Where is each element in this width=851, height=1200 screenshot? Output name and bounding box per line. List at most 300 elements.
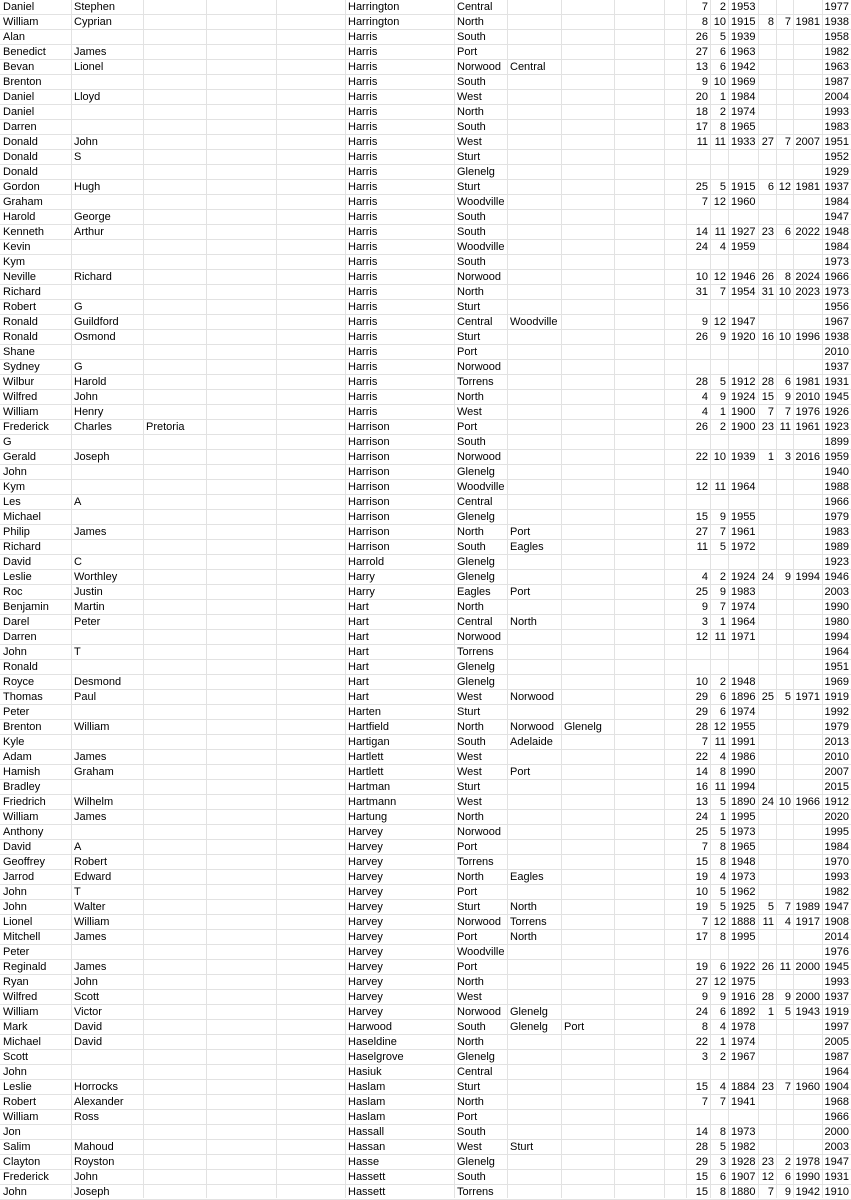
cell-death-month[interactable]: [776, 810, 793, 824]
cell-debut-year[interactable]: 1964: [824, 1066, 849, 1078]
cell-club-3[interactable]: [561, 225, 614, 239]
cell-surname[interactable]: Hart: [348, 661, 369, 673]
cell-surname[interactable]: Harris: [348, 346, 378, 358]
cell-first-name[interactable]: Wilfred: [3, 391, 38, 403]
cell-death-month[interactable]: 6: [784, 226, 791, 238]
cell-club-3[interactable]: [561, 825, 614, 839]
cell-birth-year[interactable]: 1890: [731, 796, 756, 808]
cell-first-name[interactable]: Darren: [3, 631, 37, 643]
cell-death-year[interactable]: [793, 870, 822, 884]
cell-first-name[interactable]: Donald: [3, 166, 38, 178]
cell-club-3[interactable]: [561, 1050, 614, 1064]
cell-debut-year[interactable]: 1992: [824, 706, 849, 718]
cell-birth-year[interactable]: 1974: [731, 601, 756, 613]
cell-death-day[interactable]: [758, 0, 776, 14]
cell-death-year[interactable]: [793, 150, 822, 164]
cell-club-2[interactable]: [507, 600, 561, 614]
cell-death-month[interactable]: [776, 840, 793, 854]
cell-first-name[interactable]: Benjamin: [3, 601, 49, 613]
cell-birth-year[interactable]: 1933: [731, 136, 756, 148]
cell-club-3[interactable]: Port: [564, 1021, 585, 1033]
cell-death-year[interactable]: 2000: [795, 961, 820, 973]
cell-club-1[interactable]: Sturt: [457, 901, 481, 913]
cell-birth-day[interactable]: [686, 150, 710, 164]
cell-club-1[interactable]: Port: [457, 961, 478, 973]
cell-club-3[interactable]: [561, 300, 614, 314]
cell-death-year[interactable]: 1990: [795, 1171, 820, 1183]
cell-death-day[interactable]: [758, 1110, 776, 1124]
cell-club-1[interactable]: West: [457, 796, 482, 808]
cell-club-2[interactable]: [507, 675, 561, 689]
cell-birth-year[interactable]: [728, 255, 758, 269]
cell-club-1[interactable]: West: [457, 91, 482, 103]
cell-surname[interactable]: Hart: [348, 676, 369, 688]
cell-club-3[interactable]: [561, 960, 614, 974]
cell-death-month[interactable]: [776, 1065, 793, 1079]
cell-death-day[interactable]: 15: [761, 391, 774, 403]
cell-club-1[interactable]: South: [457, 31, 486, 43]
cell-club-2[interactable]: [507, 345, 561, 359]
cell-death-day[interactable]: [758, 855, 776, 869]
cell-death-year[interactable]: [793, 975, 822, 989]
cell-death-year[interactable]: [793, 495, 822, 509]
cell-birth-month[interactable]: 5: [719, 901, 726, 913]
cell-surname[interactable]: Harvey: [348, 901, 383, 913]
cell-death-year[interactable]: [793, 1095, 822, 1109]
cell-birth-month[interactable]: 8: [719, 856, 726, 868]
cell-middle-name[interactable]: Arthur: [74, 226, 104, 238]
cell-death-month[interactable]: 7: [784, 136, 791, 148]
cell-debut-year[interactable]: 1987: [824, 1051, 849, 1063]
cell-club-3[interactable]: [561, 510, 614, 524]
cell-birth-day[interactable]: 14: [695, 1126, 708, 1138]
cell-birth-month[interactable]: 7: [719, 526, 726, 538]
cell-third-name[interactable]: [143, 870, 206, 884]
cell-club-1[interactable]: Port: [457, 841, 478, 853]
cell-surname[interactable]: Harvey: [348, 856, 383, 868]
cell-debut-year[interactable]: 1946: [824, 571, 849, 583]
cell-death-month[interactable]: [776, 750, 793, 764]
cell-club-1[interactable]: Central: [457, 1066, 493, 1078]
cell-death-day[interactable]: [758, 825, 776, 839]
cell-death-month[interactable]: 5: [784, 1006, 791, 1018]
cell-debut-year[interactable]: 1952: [824, 151, 849, 163]
cell-first-name[interactable]: John: [3, 1186, 27, 1198]
cell-first-name[interactable]: Leslie: [3, 1081, 32, 1093]
cell-debut-year[interactable]: 1966: [824, 496, 849, 508]
cell-death-month[interactable]: [776, 195, 793, 209]
cell-birth-day[interactable]: 15: [695, 856, 708, 868]
cell-death-day[interactable]: [758, 645, 776, 659]
cell-birth-year[interactable]: 1959: [731, 241, 756, 253]
cell-death-month[interactable]: [776, 855, 793, 869]
cell-death-month[interactable]: [776, 660, 793, 674]
cell-middle-name[interactable]: A: [74, 496, 82, 508]
cell-debut-year[interactable]: 1995: [824, 826, 849, 838]
cell-club-2[interactable]: Torrens: [510, 916, 547, 928]
cell-first-name[interactable]: Neville: [3, 271, 37, 283]
cell-surname[interactable]: Haseldine: [348, 1036, 397, 1048]
cell-third-name[interactable]: [143, 915, 206, 929]
cell-death-month[interactable]: [776, 705, 793, 719]
cell-club-2[interactable]: Sturt: [510, 1141, 534, 1153]
cell-debut-year[interactable]: 1947: [824, 211, 849, 223]
cell-death-year[interactable]: [793, 60, 822, 74]
cell-debut-year[interactable]: 2010: [824, 346, 849, 358]
cell-birth-month[interactable]: 1: [719, 811, 726, 823]
cell-club-1[interactable]: North: [457, 526, 484, 538]
cell-death-day[interactable]: [758, 195, 776, 209]
cell-birth-year[interactable]: [728, 150, 758, 164]
cell-middle-name[interactable]: A: [74, 841, 82, 853]
cell-birth-month[interactable]: 8: [719, 841, 726, 853]
cell-middle-name[interactable]: [71, 825, 143, 839]
cell-first-name[interactable]: John: [3, 646, 27, 658]
cell-third-name[interactable]: [143, 930, 206, 944]
cell-birth-year[interactable]: 1907: [731, 1171, 756, 1183]
cell-first-name[interactable]: Ryan: [3, 976, 29, 988]
cell-birth-year[interactable]: 1927: [731, 226, 756, 238]
cell-birth-year[interactable]: 1920: [731, 331, 756, 343]
cell-death-year[interactable]: [793, 645, 822, 659]
cell-death-month[interactable]: [776, 540, 793, 554]
cell-club-3[interactable]: [561, 120, 614, 134]
cell-club-3[interactable]: Glenelg: [564, 721, 602, 733]
cell-death-day[interactable]: 6: [767, 181, 774, 193]
cell-first-name[interactable]: Daniel: [3, 1, 35, 13]
cell-birth-year[interactable]: 1964: [731, 481, 756, 493]
cell-club-1[interactable]: West: [457, 751, 482, 763]
cell-middle-name[interactable]: William: [74, 721, 110, 733]
cell-third-name[interactable]: [143, 1170, 206, 1184]
cell-death-year[interactable]: [793, 930, 822, 944]
cell-birth-year[interactable]: 1915: [731, 181, 756, 193]
cell-club-1[interactable]: Sturt: [457, 781, 481, 793]
cell-death-year[interactable]: [793, 105, 822, 119]
cell-death-year[interactable]: [793, 585, 822, 599]
cell-surname[interactable]: Hartlett: [348, 751, 384, 763]
cell-club-3[interactable]: [561, 795, 614, 809]
cell-birth-day[interactable]: 15: [695, 511, 708, 523]
cell-third-name[interactable]: [143, 795, 206, 809]
cell-death-day[interactable]: [758, 720, 776, 734]
cell-club-1[interactable]: North: [457, 1036, 484, 1048]
cell-birth-year[interactable]: [728, 555, 758, 569]
cell-birth-month[interactable]: [710, 210, 728, 224]
cell-death-year[interactable]: [793, 720, 822, 734]
cell-birth-day[interactable]: 11: [696, 541, 708, 553]
cell-birth-day[interactable]: 9: [701, 76, 708, 88]
cell-club-3[interactable]: [561, 315, 614, 329]
cell-third-name[interactable]: [143, 435, 206, 449]
cell-surname[interactable]: Harrington: [348, 1, 400, 13]
cell-middle-name[interactable]: Ross: [74, 1111, 100, 1123]
cell-club-3[interactable]: [561, 1185, 614, 1199]
cell-death-year[interactable]: [793, 315, 822, 329]
cell-birth-month[interactable]: [710, 345, 728, 359]
cell-death-month[interactable]: 7: [784, 901, 791, 913]
cell-birth-year[interactable]: [728, 645, 758, 659]
cell-birth-month[interactable]: 9: [719, 391, 726, 403]
cell-first-name[interactable]: Hamish: [3, 766, 41, 778]
cell-club-2[interactable]: [507, 795, 561, 809]
cell-third-name[interactable]: [143, 60, 206, 74]
cell-birth-year[interactable]: 1915: [731, 16, 756, 28]
cell-death-year[interactable]: 1966: [795, 796, 820, 808]
cell-death-day[interactable]: [758, 150, 776, 164]
cell-middle-name[interactable]: John: [74, 976, 98, 988]
cell-surname[interactable]: Harten: [348, 706, 382, 718]
cell-club-3[interactable]: [561, 15, 614, 29]
cell-birth-day[interactable]: 19: [695, 871, 708, 883]
cell-middle-name[interactable]: S: [74, 151, 82, 163]
cell-surname[interactable]: Harry: [348, 586, 375, 598]
cell-surname[interactable]: Harrison: [348, 436, 390, 448]
cell-death-month[interactable]: 8: [784, 271, 791, 283]
cell-club-2[interactable]: [507, 1170, 561, 1184]
cell-death-year[interactable]: 1994: [795, 571, 820, 583]
cell-first-name[interactable]: Robert: [3, 301, 37, 313]
cell-birth-year[interactable]: 1896: [731, 691, 756, 703]
cell-third-name[interactable]: [143, 240, 206, 254]
cell-death-year[interactable]: [793, 945, 822, 959]
cell-club-3[interactable]: [561, 90, 614, 104]
cell-club-2[interactable]: Port: [510, 526, 531, 538]
cell-debut-year[interactable]: 1948: [824, 226, 849, 238]
cell-death-day[interactable]: [758, 120, 776, 134]
cell-middle-name[interactable]: James: [74, 526, 107, 538]
cell-debut-year[interactable]: 1966: [824, 1111, 849, 1123]
cell-death-month[interactable]: [776, 825, 793, 839]
cell-birth-year[interactable]: 1939: [731, 451, 756, 463]
cell-middle-name[interactable]: [71, 1065, 143, 1079]
cell-birth-month[interactable]: 4: [719, 241, 726, 253]
cell-birth-month[interactable]: 7: [719, 601, 726, 613]
cell-club-2[interactable]: North: [510, 616, 537, 628]
cell-death-year[interactable]: [793, 1035, 822, 1049]
cell-first-name[interactable]: Darren: [3, 121, 37, 133]
cell-death-day[interactable]: [758, 255, 776, 269]
cell-club-3[interactable]: [561, 1035, 614, 1049]
cell-surname[interactable]: Harris: [348, 46, 378, 58]
cell-middle-name[interactable]: G: [74, 361, 83, 373]
cell-birth-day[interactable]: 13: [695, 796, 708, 808]
cell-death-day[interactable]: [758, 885, 776, 899]
cell-death-year[interactable]: 1917: [795, 916, 820, 928]
cell-death-day[interactable]: [758, 705, 776, 719]
cell-birth-month[interactable]: 12: [713, 196, 726, 208]
cell-birth-day[interactable]: [686, 255, 710, 269]
cell-surname[interactable]: Hartlett: [348, 766, 384, 778]
cell-death-year[interactable]: [793, 1140, 822, 1154]
cell-birth-year[interactable]: 1963: [731, 46, 756, 58]
cell-death-day[interactable]: [758, 240, 776, 254]
cell-club-3[interactable]: [561, 645, 614, 659]
cell-death-day[interactable]: [758, 585, 776, 599]
cell-club-1[interactable]: Glenelg: [457, 511, 495, 523]
cell-club-2[interactable]: [507, 810, 561, 824]
cell-surname[interactable]: Harrington: [348, 16, 400, 28]
cell-club-1[interactable]: Sturt: [457, 331, 481, 343]
cell-death-month[interactable]: [776, 0, 793, 14]
cell-death-day[interactable]: [758, 525, 776, 539]
cell-club-3[interactable]: [561, 255, 614, 269]
cell-middle-name[interactable]: [71, 510, 143, 524]
cell-surname[interactable]: Harris: [348, 316, 378, 328]
cell-death-day[interactable]: [758, 300, 776, 314]
cell-club-3[interactable]: [561, 1095, 614, 1109]
cell-debut-year[interactable]: 1964: [824, 646, 849, 658]
cell-club-3[interactable]: [561, 180, 614, 194]
cell-birth-year[interactable]: 1995: [731, 811, 756, 823]
cell-death-year[interactable]: 2000: [795, 991, 820, 1003]
cell-birth-year[interactable]: 1990: [731, 766, 756, 778]
cell-birth-day[interactable]: [686, 210, 710, 224]
cell-middle-name[interactable]: Cyprian: [74, 16, 112, 28]
cell-middle-name[interactable]: John: [74, 391, 98, 403]
cell-surname[interactable]: Harris: [348, 376, 378, 388]
cell-birth-year[interactable]: 1955: [731, 721, 756, 733]
cell-death-year[interactable]: [793, 90, 822, 104]
cell-death-year[interactable]: 1961: [795, 421, 820, 433]
cell-birth-year[interactable]: 1973: [731, 1126, 756, 1138]
cell-middle-name[interactable]: [71, 945, 143, 959]
cell-club-2[interactable]: [507, 135, 561, 149]
cell-third-name[interactable]: [143, 630, 206, 644]
cell-third-name[interactable]: [143, 225, 206, 239]
cell-debut-year[interactable]: 1923: [824, 421, 849, 433]
cell-birth-year[interactable]: 1974: [731, 1036, 756, 1048]
cell-debut-year[interactable]: 1967: [824, 316, 849, 328]
cell-death-month[interactable]: [776, 300, 793, 314]
cell-birth-year[interactable]: 1888: [731, 916, 756, 928]
cell-first-name[interactable]: Adam: [3, 751, 32, 763]
cell-surname[interactable]: Hartung: [348, 811, 388, 823]
cell-club-1[interactable]: Torrens: [457, 1186, 494, 1198]
cell-birth-month[interactable]: 1: [719, 616, 726, 628]
cell-third-name[interactable]: [143, 195, 206, 209]
cell-death-year[interactable]: [793, 510, 822, 524]
cell-death-day[interactable]: [758, 1065, 776, 1079]
cell-birth-year[interactable]: [728, 465, 758, 479]
cell-club-2[interactable]: [507, 975, 561, 989]
cell-birth-month[interactable]: 1: [719, 406, 726, 418]
cell-debut-year[interactable]: 1937: [824, 991, 849, 1003]
cell-third-name[interactable]: [143, 495, 206, 509]
cell-club-3[interactable]: [561, 630, 614, 644]
cell-death-day[interactable]: 27: [761, 136, 774, 148]
cell-death-year[interactable]: [793, 1110, 822, 1124]
cell-debut-year[interactable]: 1912: [824, 796, 849, 808]
cell-birth-year[interactable]: 1984: [731, 91, 756, 103]
cell-third-name[interactable]: [143, 405, 206, 419]
cell-surname[interactable]: Harvey: [348, 1006, 383, 1018]
cell-birth-month[interactable]: [710, 165, 728, 179]
cell-first-name[interactable]: John: [3, 886, 27, 898]
cell-club-1[interactable]: Norwood: [457, 361, 502, 373]
cell-debut-year[interactable]: 1984: [824, 241, 849, 253]
cell-surname[interactable]: Harvey: [348, 826, 383, 838]
cell-birth-day[interactable]: 18: [695, 106, 708, 118]
cell-birth-month[interactable]: [710, 660, 728, 674]
cell-death-month[interactable]: [776, 1110, 793, 1124]
cell-birth-year[interactable]: 1924: [731, 571, 756, 583]
cell-death-year[interactable]: 1981: [795, 181, 820, 193]
cell-birth-month[interactable]: 9: [719, 331, 726, 343]
cell-surname[interactable]: Harvey: [348, 931, 383, 943]
cell-death-year[interactable]: [793, 0, 822, 14]
cell-third-name[interactable]: [143, 660, 206, 674]
cell-debut-year[interactable]: 1993: [824, 976, 849, 988]
cell-death-day[interactable]: 1: [767, 451, 774, 463]
cell-third-name[interactable]: [143, 765, 206, 779]
cell-club-1[interactable]: Norwood: [457, 826, 502, 838]
cell-death-day[interactable]: 7: [767, 406, 774, 418]
cell-club-3[interactable]: [561, 345, 614, 359]
cell-first-name[interactable]: Jon: [3, 1126, 21, 1138]
cell-first-name[interactable]: Mitchell: [3, 931, 41, 943]
cell-birth-day[interactable]: 3: [701, 616, 708, 628]
cell-birth-year[interactable]: [728, 360, 758, 374]
cell-birth-day[interactable]: 7: [701, 196, 708, 208]
cell-surname[interactable]: Haselgrove: [348, 1051, 404, 1063]
cell-debut-year[interactable]: 1966: [824, 271, 849, 283]
cell-birth-month[interactable]: 2: [719, 571, 726, 583]
cell-club-3[interactable]: [561, 810, 614, 824]
cell-club-3[interactable]: [561, 900, 614, 914]
cell-third-name[interactable]: [143, 30, 206, 44]
cell-death-month[interactable]: [776, 1035, 793, 1049]
cell-first-name[interactable]: Bevan: [3, 61, 35, 73]
cell-death-year[interactable]: 1989: [795, 901, 820, 913]
cell-death-day[interactable]: 7: [767, 1186, 774, 1198]
cell-third-name[interactable]: [143, 210, 206, 224]
cell-debut-year[interactable]: 1940: [824, 466, 849, 478]
cell-death-day[interactable]: [758, 840, 776, 854]
cell-birth-month[interactable]: 12: [713, 271, 726, 283]
cell-birth-day[interactable]: 14: [695, 766, 708, 778]
cell-debut-year[interactable]: 1990: [824, 601, 849, 613]
cell-club-3[interactable]: [561, 450, 614, 464]
cell-first-name[interactable]: William: [3, 1111, 39, 1123]
cell-birth-month[interactable]: 10: [713, 16, 726, 28]
cell-third-name[interactable]: [143, 120, 206, 134]
cell-club-2[interactable]: [507, 360, 561, 374]
cell-club-3[interactable]: [561, 660, 614, 674]
cell-death-year[interactable]: [793, 615, 822, 629]
cell-birth-year[interactable]: 1953: [731, 1, 756, 13]
cell-surname[interactable]: Hart: [348, 616, 369, 628]
cell-death-year[interactable]: 1981: [795, 16, 820, 28]
cell-club-2[interactable]: [507, 270, 561, 284]
cell-club-2[interactable]: [507, 150, 561, 164]
cell-death-day[interactable]: 26: [761, 961, 774, 973]
cell-death-year[interactable]: [793, 540, 822, 554]
cell-first-name[interactable]: Geoffrey: [3, 856, 45, 868]
cell-debut-year[interactable]: 1931: [824, 1171, 849, 1183]
cell-birth-year[interactable]: 1971: [731, 631, 756, 643]
cell-birth-day[interactable]: 12: [695, 631, 708, 643]
cell-middle-name[interactable]: Harold: [74, 376, 107, 388]
cell-death-year[interactable]: [793, 735, 822, 749]
cell-middle-name[interactable]: Henry: [74, 406, 104, 418]
cell-death-year[interactable]: 1976: [795, 406, 820, 418]
cell-middle-name[interactable]: [71, 465, 143, 479]
cell-birth-month[interactable]: 11: [714, 226, 726, 238]
cell-birth-day[interactable]: 20: [695, 91, 708, 103]
cell-first-name[interactable]: Mark: [3, 1021, 28, 1033]
cell-death-day[interactable]: [758, 360, 776, 374]
